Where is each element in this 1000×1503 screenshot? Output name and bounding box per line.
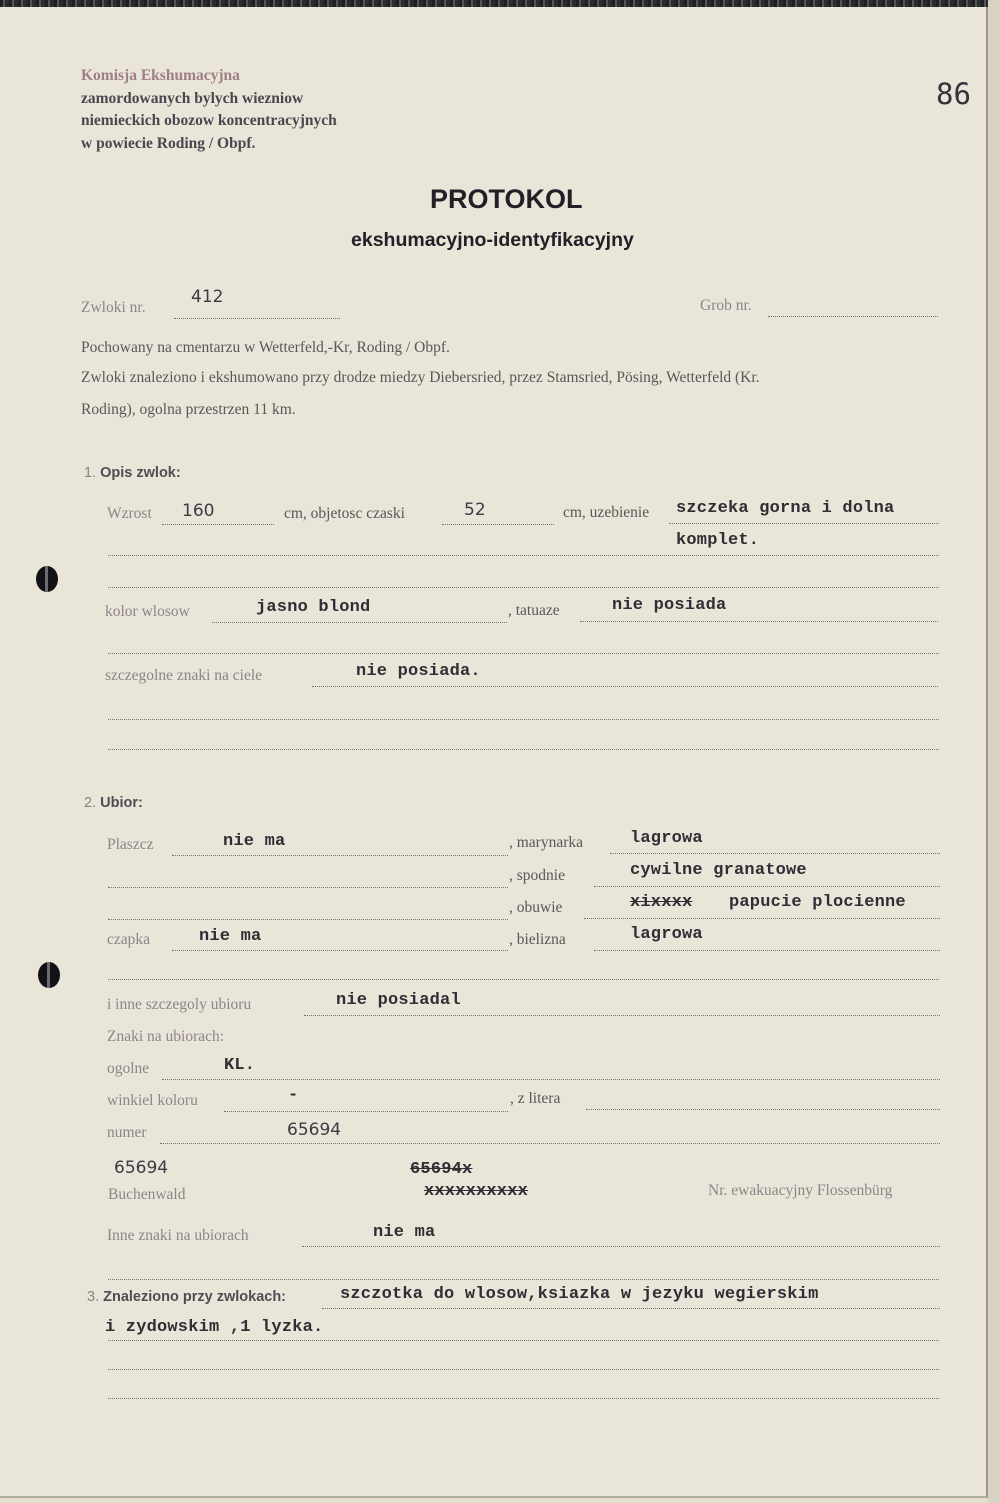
- coat-value: nie ma: [223, 832, 286, 851]
- document-title: PROTOKOL: [430, 184, 583, 214]
- scan-top-edge: [0, 0, 1000, 7]
- tattoo-line: [580, 621, 938, 622]
- general-marks-label: ogolne: [107, 1060, 150, 1077]
- body-marks-label: szczegolne znaki na ciele: [105, 667, 263, 684]
- trousers-label: , spodnie: [509, 867, 565, 884]
- blank-line: [108, 979, 939, 980]
- hair-color-label: kolor wlosow: [105, 603, 190, 620]
- section-3-heading: [87, 1289, 286, 1305]
- cap-value: nie ma: [199, 927, 262, 946]
- trousers-value: cywilne granatowe: [630, 861, 807, 880]
- hair-color-value: jasno blond: [256, 598, 371, 617]
- commission-header: [81, 65, 337, 155]
- teeth-label: cm, uzebienie: [563, 504, 650, 521]
- document-sheet: [0, 7, 988, 1498]
- general-marks-line: [162, 1079, 940, 1080]
- other-clothing-line: [304, 1015, 940, 1016]
- blank-line: [108, 887, 508, 888]
- letter-line: [586, 1109, 940, 1110]
- section-2-heading: [84, 795, 143, 811]
- body-marks-value: nie posiada.: [356, 662, 481, 681]
- shoes-value: papucie plocienne: [729, 893, 906, 912]
- jacket-value: lagrowa: [630, 829, 703, 848]
- trousers-line: [594, 886, 940, 887]
- teeth-value-2: komplet.: [676, 531, 760, 550]
- corpse-number-label: Zwloki nr.: [81, 299, 146, 316]
- buchenwald-number: 65694: [114, 1158, 169, 1178]
- height-unit-skull-label: cm, objetosc czaski: [284, 505, 405, 522]
- flossenburg-label: Nr. ewakuacyjny Flossenbürg: [708, 1182, 893, 1199]
- blank-line: [108, 653, 939, 654]
- letter-label: , z litera: [510, 1090, 561, 1107]
- triangle-color-value: -: [288, 1086, 299, 1105]
- scan-right-edge: [988, 0, 1000, 1503]
- shoes-label: , obuwie: [509, 899, 563, 916]
- section-3-number: 3.: [87, 1289, 100, 1305]
- burial-place-text: Pochowany na cmentarzu w Wetterfeld,-Kr, Roding / Obpf.: [81, 339, 450, 356]
- underwear-value: lagrowa: [630, 925, 703, 944]
- grave-number-label: Grob nr.: [700, 297, 752, 314]
- header-line-4: w powiecie Roding / Obpf.: [81, 134, 256, 152]
- jacket-label: , marynarka: [509, 834, 584, 851]
- underwear-line: [594, 950, 940, 951]
- tattoo-value: nie posiada: [612, 596, 727, 615]
- underwear-label: , bielizna: [509, 931, 566, 948]
- corpse-number-line: [174, 318, 340, 319]
- cap-label: czapka: [107, 931, 151, 948]
- document-subtitle: ekshumacyjno-identyfikacyjny: [351, 229, 634, 251]
- shoes-line: [584, 918, 940, 919]
- tattoo-label: , tatuaze: [508, 602, 560, 619]
- section-1-title: Opis zwlok:: [100, 465, 181, 481]
- skull-line: [442, 524, 554, 525]
- blank-line: [108, 1369, 939, 1370]
- section-2-number: 2.: [84, 795, 97, 811]
- header-line-3: niemieckich obozow koncentracyjnych: [81, 112, 337, 129]
- section-1-heading: [84, 465, 181, 481]
- other-clothing-marks-label: Inne znaki na ubiorach: [107, 1227, 249, 1244]
- teeth-line-2: [108, 555, 939, 556]
- blank-line: [108, 587, 939, 588]
- found-items-line-1: [322, 1308, 940, 1309]
- shoes-struck-text: xixxxx: [630, 893, 693, 912]
- punch-hole-bottom: [38, 962, 60, 988]
- other-clothing-label: i inne szczegoly ubioru: [107, 996, 252, 1013]
- other-clothing-marks-line: [302, 1246, 940, 1247]
- height-line: [162, 524, 274, 525]
- height-label: Wzrost: [107, 505, 152, 522]
- flossenburg-struck-1: 65694x: [410, 1160, 473, 1179]
- body-marks-line: [312, 686, 938, 687]
- prisoner-number-label: numer: [107, 1124, 147, 1141]
- section-3-title: Znaleziono przy zwlokach:: [103, 1289, 287, 1305]
- teeth-line-1: [669, 523, 939, 524]
- header-line-2: zamordowanych bylych wiezniow: [81, 89, 304, 107]
- clothing-marks-label: Znaki na ubiorach:: [107, 1028, 225, 1045]
- found-items-value-1: szczotka do wlosow,ksiazka w jezyku wegierskim: [340, 1285, 819, 1304]
- blank-line: [108, 749, 939, 750]
- teeth-value-1: szczeka gorna i dolna: [676, 499, 895, 518]
- found-location-text-2: Roding), ogolna przestrzen 11 km.: [81, 401, 296, 418]
- height-value: 160: [182, 501, 215, 521]
- coat-line: [172, 855, 508, 856]
- triangle-color-line: [224, 1111, 508, 1112]
- blank-line: [108, 1398, 939, 1399]
- skull-value: 52: [464, 500, 486, 520]
- section-1-number: 1.: [84, 465, 97, 481]
- cap-line: [172, 950, 508, 951]
- blank-line: [108, 919, 508, 920]
- found-location-text-1: Zwloki znaleziono i ekshumowano przy drodze miedzy Diebersried, przez Stamsried, Pösing, Wetterfeld (Kr.: [81, 369, 760, 386]
- jacket-line: [610, 853, 940, 854]
- other-clothing-value: nie posiadal: [336, 991, 461, 1010]
- flossenburg-struck-2: xxxxxxxxxx: [424, 1182, 529, 1201]
- coat-label: Plaszcz: [107, 836, 154, 853]
- grave-number-line: [768, 316, 938, 317]
- section-2-title: Ubior:: [100, 795, 143, 811]
- header-line-1: Komisja Ekshumacyjna: [81, 67, 240, 84]
- blank-line: [108, 719, 939, 720]
- found-items-line-2: [108, 1340, 939, 1341]
- other-clothing-marks-value: nie ma: [373, 1223, 436, 1242]
- corpse-number-value: 412: [191, 287, 224, 307]
- buchenwald-label: Buchenwald: [108, 1186, 186, 1203]
- punch-hole-top: [36, 566, 58, 592]
- triangle-color-label: winkiel koloru: [107, 1092, 198, 1109]
- prisoner-number-line: [160, 1143, 940, 1144]
- hair-color-line: [212, 622, 507, 623]
- prisoner-number-value: 65694: [287, 1120, 342, 1140]
- general-marks-value: KL.: [224, 1056, 256, 1075]
- found-items-value-2: i zydowskim ,1 lyzka.: [105, 1318, 324, 1337]
- page-number: 86: [936, 77, 971, 111]
- blank-line: [108, 1279, 939, 1280]
